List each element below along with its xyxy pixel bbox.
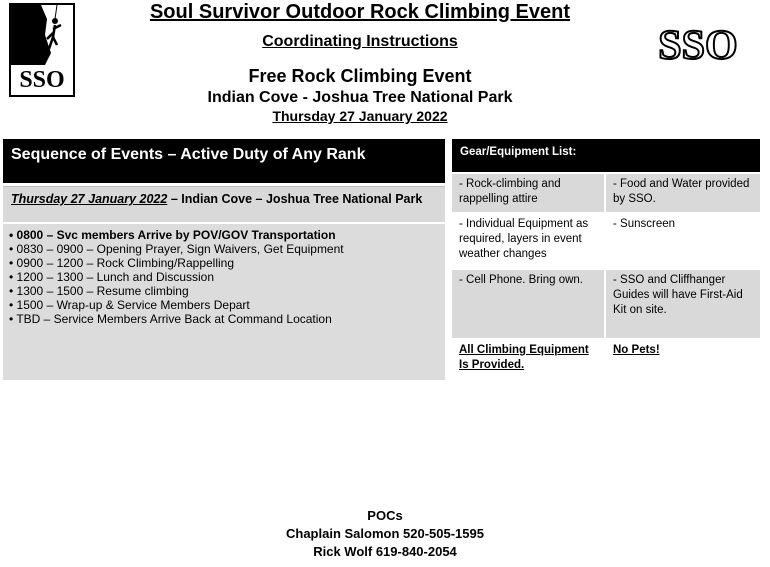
sequence-day bbox=[3, 186, 445, 222]
sequence-heading: Sequence of Events – Active Duty of Any Rank bbox=[3, 139, 445, 183]
gear-cell: No Pets! bbox=[606, 340, 760, 380]
poc-contact: Rick Wolf 619-840-2054 bbox=[313, 544, 457, 559]
event-date: Thursday 27 January 2022 bbox=[272, 108, 448, 124]
sequence-day-location: – Indian Cove – Joshua Tree National Park bbox=[167, 192, 423, 206]
gear-cell: - Cell Phone. Bring own. bbox=[452, 270, 604, 338]
gear-cell: All Climbing Equipment Is Provided. bbox=[452, 340, 604, 380]
logo-left-text: SSO bbox=[19, 67, 65, 93]
sso-climber-logo bbox=[9, 3, 75, 97]
gear-cell: - Individual Equipment as required, layers in event weather changes bbox=[452, 214, 604, 268]
sequence-item: • 1200 – 1300 – Lunch and Discussion bbox=[9, 270, 215, 284]
gear-cell: - Rock-climbing and rappelling attire bbox=[452, 174, 604, 212]
logo-right-text: SSO bbox=[658, 23, 738, 69]
sequence-item: • 0830 – 0900 – Opening Prayer, Sign Waivers, Get Equipment bbox=[9, 242, 344, 256]
sequence-item: • 0900 – 1200 – Rock Climbing/Rappelling bbox=[9, 256, 235, 270]
sequence-item: • 0800 – Svc members Arrive by POV/GOV Transportation bbox=[9, 228, 336, 242]
page-title: Soul Survivor Outdoor Rock Climbing Event bbox=[149, 1, 571, 23]
event-name: Free Rock Climbing Event bbox=[248, 66, 472, 86]
event-location: Indian Cove - Joshua Tree National Park bbox=[207, 89, 513, 106]
sequence-list bbox=[3, 224, 445, 380]
pocs-heading: POCs bbox=[367, 508, 403, 523]
sso-logo-right bbox=[648, 22, 748, 70]
sequence-day-date: Thursday 27 January 2022 bbox=[11, 192, 168, 206]
gear-heading: Gear/Equipment List: bbox=[452, 139, 760, 172]
sequence-item: • TBD – Service Members Arrive Back at Command Location bbox=[9, 312, 332, 326]
page-subtitle: Coordinating Instructions bbox=[262, 33, 458, 50]
poc-contact: Chaplain Salomon 520-505-1595 bbox=[286, 526, 484, 541]
sequence-item: • 1500 – Wrap-up & Service Members Depart bbox=[9, 298, 250, 312]
gear-table bbox=[452, 139, 760, 380]
gear-cell: - Sunscreen bbox=[606, 214, 760, 268]
gear-cell: - SSO and Cliffhanger Guides will have First-Aid Kit on site. bbox=[606, 270, 760, 338]
sequence-item: • 1300 – 1500 – Resume climbing bbox=[9, 284, 189, 298]
gear-cell: - Food and Water provided by SSO. bbox=[606, 174, 760, 212]
